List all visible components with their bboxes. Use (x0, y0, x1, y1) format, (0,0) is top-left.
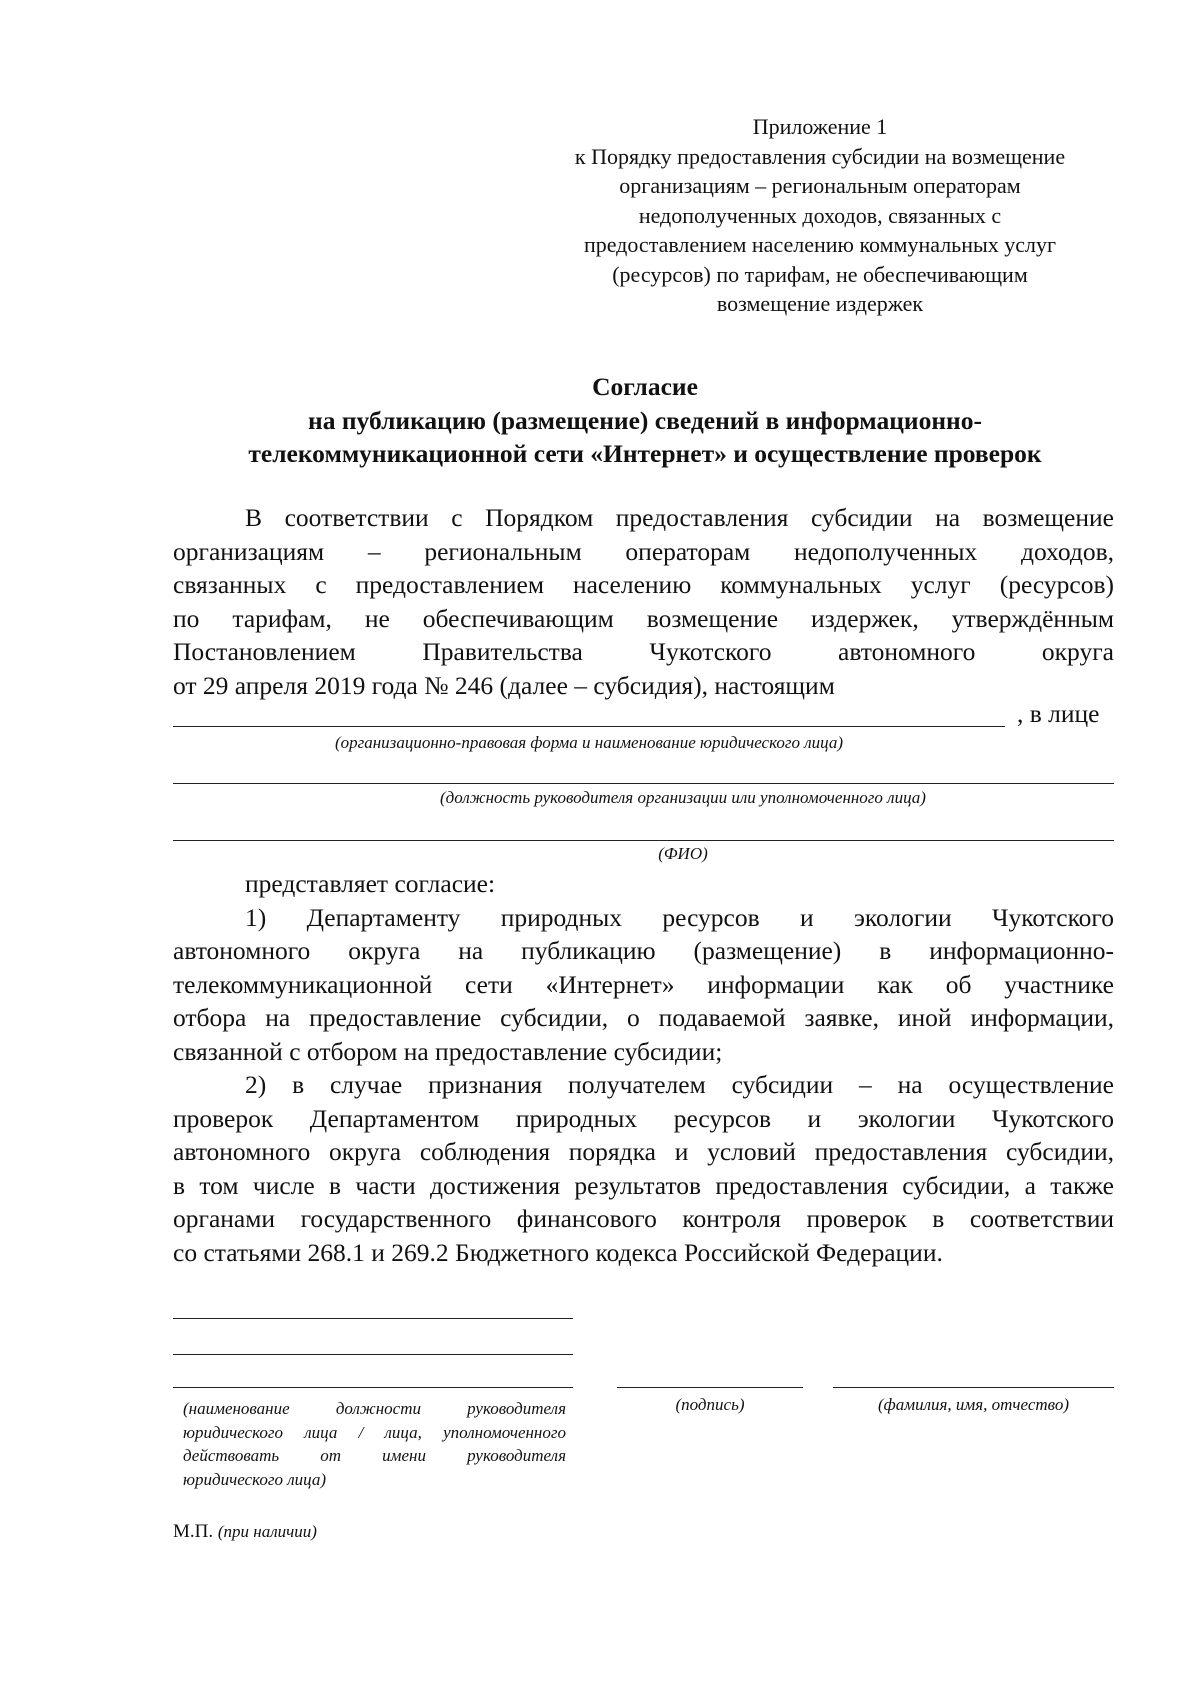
position-note-line: юридического лица) (183, 1469, 327, 1489)
org-name-hint: (организационно-правовая форма и наименование юридического лица) (334, 733, 844, 752)
consent-item-line: телекоммуникационной сети «Интернет» информации как об участнике (173, 969, 1114, 999)
consent-item-line: со статьями 268.1 и 269.2 Бюджетного кодекса Российской Федерации. (173, 1237, 943, 1267)
appendix-header (540, 112, 1100, 319)
consent-body (173, 867, 1114, 1269)
stamp-label: М.П. (173, 1521, 214, 1542)
full-name-hint: (фамилия, имя, отчество) (878, 1395, 1069, 1414)
consent-item-line: 2) в случае признания получателем субсидии – на осуществление (245, 1070, 1114, 1099)
paragraph-line: организациям – региональным операторам недополученных доходов, (173, 536, 1114, 566)
consent-item-line: в том числе в части достижения результатов предоставления субсидии, а также (173, 1170, 1114, 1200)
stamp-note: (при наличии) (217, 1522, 317, 1541)
paragraph-line: Постановлением Правительства Чукотского автономного округа (173, 637, 1114, 666)
document-title (130, 370, 1160, 471)
consent-item-line: органами государственного финансового контроля проверок в соответствии (173, 1204, 1114, 1233)
intro-paragraph (173, 501, 1114, 702)
signature-position-line-3 (173, 1387, 573, 1388)
consent-item-line: 1) Департаменту природных ресурсов и экологии Чукотского (245, 902, 1114, 932)
fio-hint: (ФИО) (658, 844, 708, 863)
paragraph-line: связанных с предоставлением населению коммунальных услуг (ресурсов) (173, 570, 1114, 599)
consent-item-line: отбора на предоставление субсидии, о подаваемой заявке, иной информации, (173, 1003, 1114, 1032)
signature-line (617, 1387, 803, 1388)
signature-position-line-2 (173, 1354, 573, 1355)
title-line: Согласие (592, 372, 698, 401)
org-name-field-line (173, 726, 1005, 727)
appendix-line: недополученных доходов, связанных с (638, 202, 1002, 228)
signature-hint: (подпись) (675, 1395, 745, 1414)
position-note (183, 1397, 566, 1491)
appendix-line: Приложение 1 (752, 114, 888, 139)
paragraph-line: по тарифам, не обеспечивающим возмещение издержек, утверждённым (173, 603, 1114, 633)
title-line: на публикацию (размещение) сведений в информационно- (308, 405, 982, 435)
consent-item-line: связанной с отбором на предоставление субсидии; (173, 1036, 723, 1066)
appendix-line: возмещение издержек (716, 291, 924, 316)
appendix-line: предоставлением населению коммунальных услуг (583, 232, 1057, 257)
consent-lead: представляет согласие: (245, 869, 496, 898)
consent-item-line: автономного округа соблюдения порядка и условий предоставления субсидии, (173, 1137, 1114, 1166)
position-note-line: (наименование должности руководителя (183, 1399, 566, 1418)
stamp-place (173, 1520, 317, 1544)
position-hint: (должность руководителя организации или уполномоченного лица) (440, 788, 926, 807)
in-person-label: , в лице (1017, 699, 1100, 728)
signature-position-line-1 (173, 1318, 573, 1319)
paragraph-line: В соответствии с Порядком предоставления субсидии на возмещение (245, 503, 1114, 532)
consent-item-line: автономного округа на публикацию (размещение) в информационно- (173, 936, 1114, 965)
position-note-line: юридического лица / лица, уполномоченного (183, 1422, 566, 1442)
full-name-line (833, 1387, 1114, 1388)
appendix-line: к Порядку предоставления субсидии на возмещение (574, 143, 1066, 169)
paragraph-line: от 29 апреля 2019 года № 246 (далее – субсидия), настоящим (173, 670, 835, 700)
consent-item-line: проверок Департаментом природных ресурсов и экологии Чукотского (173, 1103, 1114, 1133)
position-field-line (173, 783, 1114, 784)
appendix-line: организациям – региональным операторам (619, 173, 1021, 198)
appendix-line: (ресурсов) по тарифам, не обеспечивающим (612, 261, 1028, 287)
title-line: телекоммуникационной сети «Интернет» и осуществление проверок (248, 439, 1042, 468)
fio-field-line (173, 840, 1114, 841)
position-note-line: действовать от имени руководителя (183, 1446, 566, 1465)
